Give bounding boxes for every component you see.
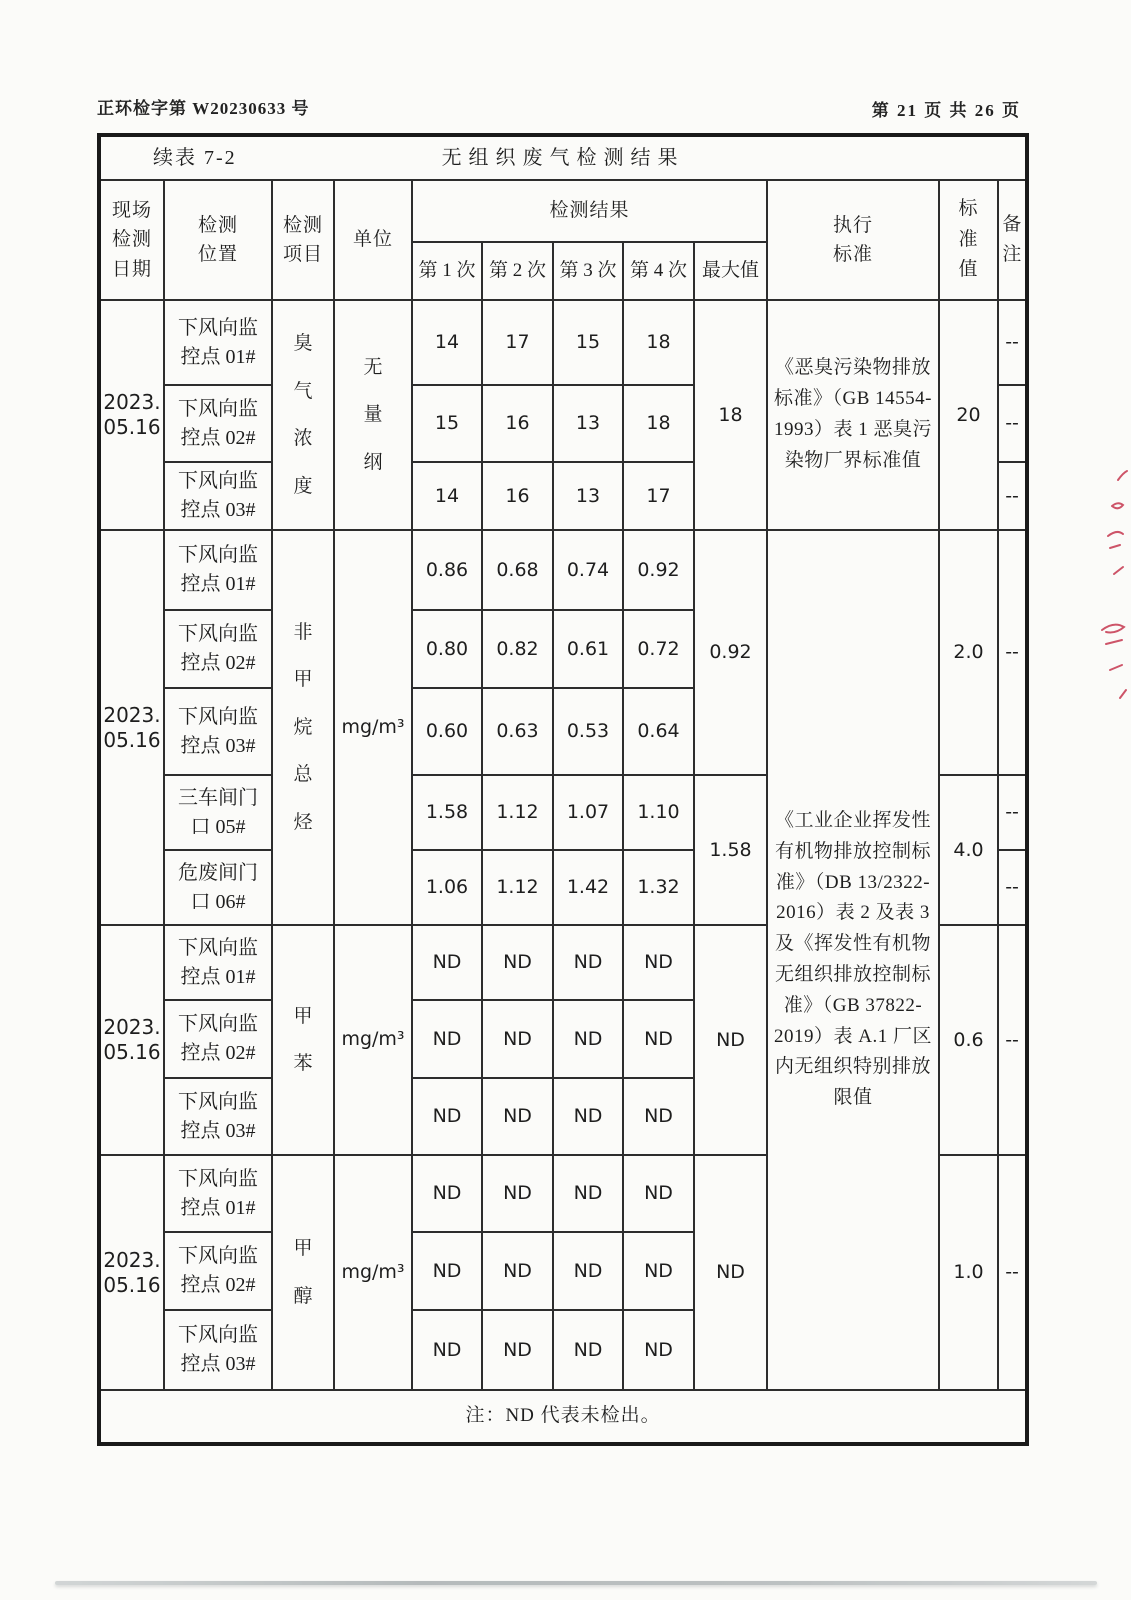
standard-value-cell: 1.0: [939, 1155, 998, 1390]
value-cell: 14: [412, 300, 482, 385]
max-value-cell: 0.92: [694, 530, 767, 775]
location-cell: 下风向监控点 02#: [164, 1232, 272, 1310]
unit-cell: mg/m³: [334, 1155, 412, 1390]
value-cell: 0.60: [412, 688, 482, 775]
value-cell: ND: [553, 1155, 623, 1232]
value-cell: ND: [412, 1000, 482, 1078]
location-cell: 下风向监控点 03#: [164, 1078, 272, 1155]
value-cell: 16: [482, 462, 553, 530]
value-cell: 0.53: [553, 688, 623, 775]
value-cell: 1.06: [412, 850, 482, 925]
item-cell: 臭气浓度: [272, 300, 334, 530]
remark-cell: --: [998, 1155, 1027, 1390]
value-cell: 1.42: [553, 850, 623, 925]
value-cell: ND: [623, 1232, 694, 1310]
date-cell: 2023. 05.16: [99, 925, 164, 1155]
value-cell: ND: [623, 1310, 694, 1390]
max-value-cell: 18: [694, 300, 767, 530]
header-standard: 执行标准: [767, 180, 939, 300]
value-cell: ND: [412, 1232, 482, 1310]
page-edge-shadow: [55, 1581, 1097, 1585]
value-cell: 0.72: [623, 610, 694, 688]
value-cell: 17: [623, 462, 694, 530]
value-cell: ND: [482, 1000, 553, 1078]
date-cell: 2023. 05.16: [99, 530, 164, 925]
max-value-cell: 1.58: [694, 775, 767, 925]
waste-gas-results-table: [97, 133, 1029, 1446]
item-cell: 甲苯: [272, 925, 334, 1155]
unit-cell: mg/m³: [334, 925, 412, 1155]
location-cell: 危废间门口 06#: [164, 850, 272, 925]
value-cell: ND: [553, 1078, 623, 1155]
remark-cell: --: [998, 530, 1027, 775]
location-cell: 下风向监控点 03#: [164, 1310, 272, 1390]
location-cell: 下风向监控点 03#: [164, 462, 272, 530]
red-stamp-marks: [1096, 462, 1130, 712]
value-cell: ND: [623, 1000, 694, 1078]
value-cell: ND: [482, 1078, 553, 1155]
value-cell: 18: [623, 385, 694, 462]
value-cell: ND: [623, 1078, 694, 1155]
table-number-label: 续表 7-2: [153, 147, 237, 169]
date-cell: 2023. 05.16: [99, 1155, 164, 1390]
remark-cell: --: [998, 775, 1027, 850]
location-cell: 三车间门口 05#: [164, 775, 272, 850]
location-cell: 下风向监控点 02#: [164, 385, 272, 462]
value-cell: 0.61: [553, 610, 623, 688]
remark-cell: --: [998, 925, 1027, 1155]
value-cell: 17: [482, 300, 553, 385]
date-cell: 2023. 05.16: [99, 300, 164, 530]
location-cell: 下风向监控点 01#: [164, 1155, 272, 1232]
remark-cell: --: [998, 385, 1027, 462]
table-title: 无组织废气检测结果: [441, 147, 685, 169]
value-cell: ND: [482, 925, 553, 1000]
value-cell: ND: [623, 1155, 694, 1232]
standard-cell: 《工业企业挥发性有机物排放控制标准》（DB 13/2322-2016）表 2 及表 3 及《挥发性有机物无组织排放控制标准》（GB 37822-2019）表 A.1 厂区内无组织特别排放限值: [767, 530, 939, 1390]
header-run-3: 第 3 次: [553, 242, 623, 300]
value-cell: 13: [553, 385, 623, 462]
value-cell: 1.12: [482, 775, 553, 850]
value-cell: 18: [623, 300, 694, 385]
header-run-4: 第 4 次: [623, 242, 694, 300]
value-cell: 1.12: [482, 850, 553, 925]
unit-cell: 无量纲: [334, 300, 412, 530]
value-cell: 0.82: [482, 610, 553, 688]
value-cell: ND: [553, 1232, 623, 1310]
page-indicator: 第 21 页 共 26 页: [871, 101, 1021, 120]
location-cell: 下风向监控点 01#: [164, 530, 272, 610]
standard-value-cell: 0.6: [939, 925, 998, 1155]
header-standard-value: 标准值: [939, 180, 998, 300]
header-run-2: 第 2 次: [482, 242, 553, 300]
standard-value-cell: 4.0: [939, 775, 998, 925]
value-cell: 1.07: [553, 775, 623, 850]
value-cell: ND: [412, 1078, 482, 1155]
item-cell: 非甲烷总烃: [272, 530, 334, 925]
value-cell: ND: [412, 1310, 482, 1390]
header-remark: 备注: [998, 180, 1027, 300]
table-title-row: [99, 135, 1027, 180]
header-run-1: 第 1 次: [412, 242, 482, 300]
standard-cell: 《恶臭污染物排放标准》（GB 14554-1993）表 1 恶臭污染物厂界标准值: [767, 300, 939, 530]
value-cell: 0.86: [412, 530, 482, 610]
header-item: 检测项目: [272, 180, 334, 300]
table-footnote: 注：ND 代表未检出。: [99, 1390, 1027, 1444]
value-cell: ND: [482, 1155, 553, 1232]
location-cell: 下风向监控点 03#: [164, 688, 272, 775]
remark-cell: --: [998, 850, 1027, 925]
value-cell: 0.64: [623, 688, 694, 775]
value-cell: 0.74: [553, 530, 623, 610]
location-cell: 下风向监控点 01#: [164, 300, 272, 385]
unit-cell: mg/m³: [334, 530, 412, 925]
value-cell: 15: [553, 300, 623, 385]
standard-value-cell: 20: [939, 300, 998, 530]
max-value-cell: ND: [694, 1155, 767, 1390]
value-cell: 14: [412, 462, 482, 530]
value-cell: 0.68: [482, 530, 553, 610]
value-cell: ND: [553, 1310, 623, 1390]
value-cell: ND: [553, 1000, 623, 1078]
value-cell: ND: [482, 1310, 553, 1390]
location-cell: 下风向监控点 01#: [164, 925, 272, 1000]
value-cell: 1.10: [623, 775, 694, 850]
value-cell: ND: [623, 925, 694, 1000]
header-date: 现场检测日期: [99, 180, 164, 300]
value-cell: 1.32: [623, 850, 694, 925]
remark-cell: --: [998, 462, 1027, 530]
header-max: 最大值: [694, 242, 767, 300]
value-cell: ND: [553, 925, 623, 1000]
value-cell: ND: [482, 1232, 553, 1310]
value-cell: 13: [553, 462, 623, 530]
value-cell: ND: [412, 925, 482, 1000]
max-value-cell: ND: [694, 925, 767, 1155]
standard-value-cell: 2.0: [939, 530, 998, 775]
location-cell: 下风向监控点 02#: [164, 610, 272, 688]
location-cell: 下风向监控点 02#: [164, 1000, 272, 1078]
header-results: 检测结果: [412, 180, 767, 242]
item-cell: 甲醇: [272, 1155, 334, 1390]
value-cell: 0.92: [623, 530, 694, 610]
remark-cell: --: [998, 300, 1027, 385]
header-unit: 单位: [334, 180, 412, 300]
value-cell: ND: [412, 1155, 482, 1232]
value-cell: 1.58: [412, 775, 482, 850]
header-location: 检测位置: [164, 180, 272, 300]
value-cell: 0.80: [412, 610, 482, 688]
document-number: 正环检字第 W20230633 号: [97, 99, 310, 118]
value-cell: 16: [482, 385, 553, 462]
value-cell: 0.63: [482, 688, 553, 775]
value-cell: 15: [412, 385, 482, 462]
